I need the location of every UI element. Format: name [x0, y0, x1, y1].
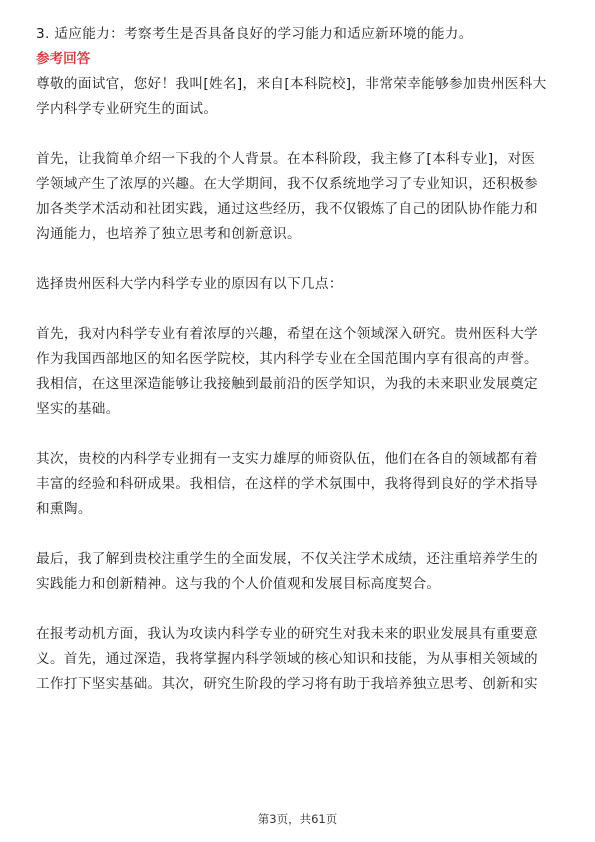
paragraph-line: 作为我国西部地区的知名医学院校，其内科学专业在全国范围内享有很高的声誉。 [36, 351, 538, 367]
paragraph-line: 其次，贵校的内科学专业拥有一支实力雄厚的师资队伍，他们在各自的领域都有着 [36, 451, 538, 467]
criterion-item-3: 3. 适应能力：考察考生是否具备良好的学习能力和适应新环境的能力。 [36, 26, 473, 42]
paragraph-line: 我相信，在这里深造能够让我接触到最前沿的医学知识，为我的未来职业发展奠定 [36, 376, 538, 392]
paragraph-gap [36, 422, 559, 447]
paragraph-line: 工作打下坚实基础。其次，研究生阶段的学习将有助于我培养独立思考、创新和实 [36, 676, 538, 692]
paragraph-line: 首先，我对内科学专业有着浓厚的兴趣，希望在这个领域深入研究。贵州医科大学 [36, 326, 538, 342]
paragraph-line: 坚实的基础。 [36, 401, 120, 417]
paragraph-line: 加各类学术活动和社团实践，通过这些经历，我不仅锻炼了自己的团队协作能力和 [36, 201, 538, 217]
paragraph-line: 学内科学专业研究生的面试。 [36, 101, 218, 117]
paragraph-line: 学领域产生了浓厚的兴趣。在大学期间，我不仅系统地学习了专业知识，还积极参 [36, 176, 538, 192]
paragraph-gap [36, 597, 559, 622]
paragraph-line: 和熏陶。 [36, 501, 92, 517]
paragraph-gap [36, 247, 559, 272]
paragraph-gap [36, 297, 559, 322]
paragraph-line: 尊敬的面试官，您好！我叫[姓名]，来自[本科院校]，非常荣幸能够参加贵州医科大 [36, 76, 547, 92]
paragraph-gap [36, 522, 559, 547]
answer-body [36, 72, 559, 697]
document-content [36, 22, 559, 697]
paragraph-line: 最后，我了解到贵校注重学生的全面发展，不仅关注学术成绩，还注重培养学生的 [36, 551, 538, 567]
paragraph-line: 在报考动机方面，我认为攻读内科学专业的研究生对我未来的职业发展具有重要意 [36, 626, 538, 642]
paragraph-line: 选择贵州医科大学内科学专业的原因有以下几点： [36, 276, 343, 292]
paragraph-line: 沟通能力，也培养了独立思考和创新意识。 [36, 226, 301, 242]
paragraph-gap [36, 122, 559, 147]
page-footer: 第3页，共61页 [257, 812, 338, 826]
paragraph-line: 丰富的经验和科研成果。我相信，在这样的学术氛围中，我将得到良好的学术指导 [36, 476, 538, 492]
paragraph-line: 实践能力和创新精神。这与我的个人价值观和发展目标高度契合。 [36, 576, 441, 592]
answer-heading: 参考回答 [36, 51, 91, 67]
paragraph-line: 首先，让我简单介绍一下我的个人背景。在本科阶段，我主修了[本科专业]，对医 [36, 151, 536, 167]
paragraph-line: 义。首先，通过深造，我将掌握内科学领域的核心知识和技能，为从事相关领域的 [36, 651, 538, 667]
